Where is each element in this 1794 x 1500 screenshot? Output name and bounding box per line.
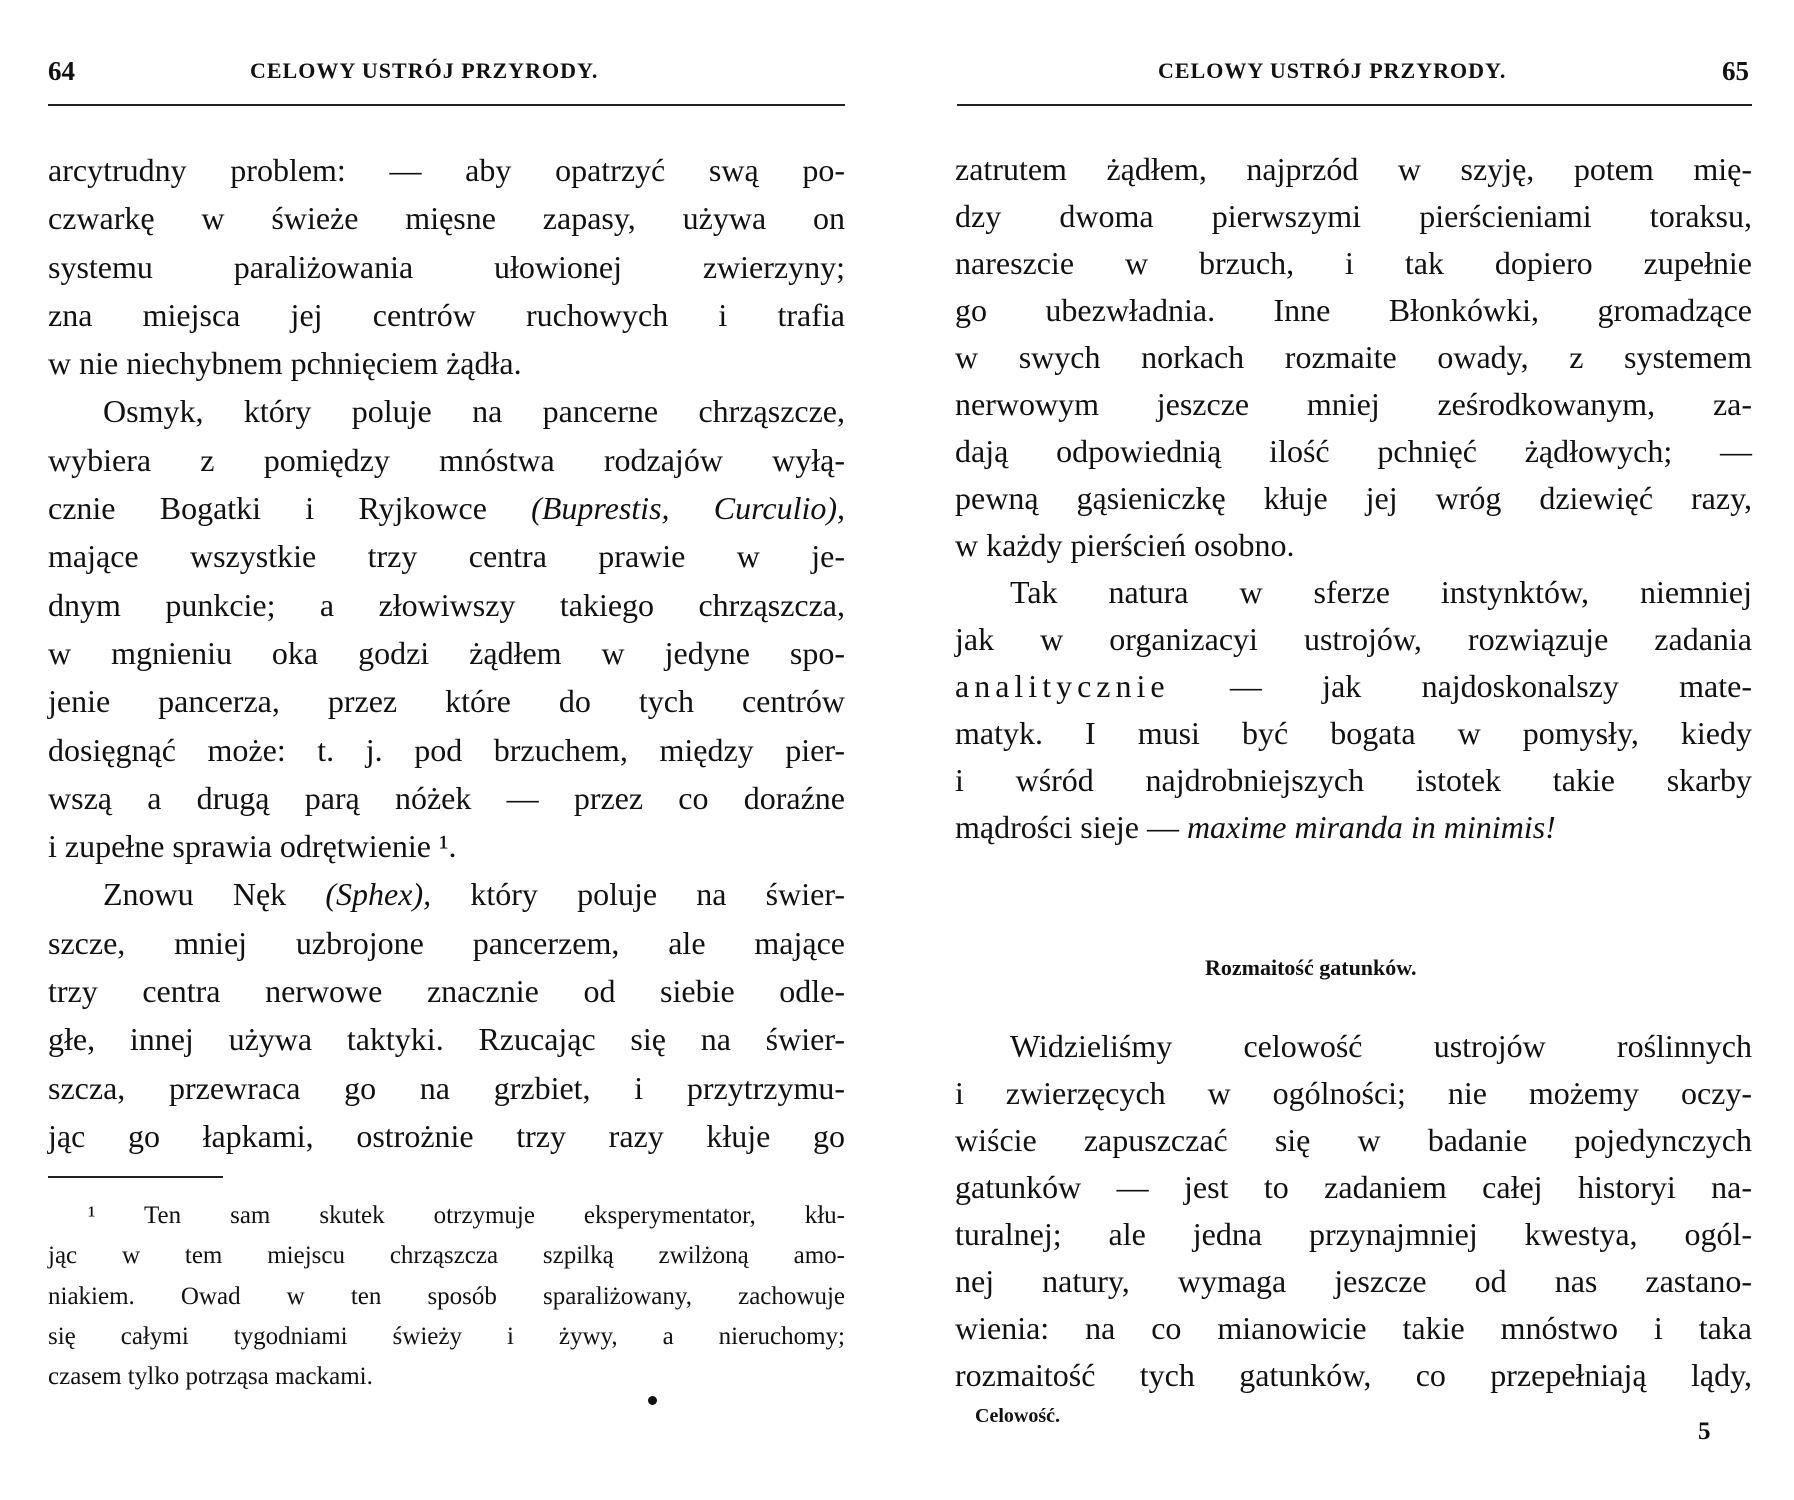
text-line: szcze, mniej uzbrojone pancerzem, ale mające [48, 924, 845, 961]
text-line: trzy centra nerwowe znacznie od siebie odle- [48, 973, 845, 1010]
text-line: arcytrudny problem: — aby opatrzyć swą po- [48, 152, 845, 188]
text-line: w każdy pierścień osobno. [955, 527, 1295, 563]
text-line: mające wszystkie trzy centra prawie w je- [48, 538, 845, 575]
text-line: czwarkę w świeże mięsne zapasy, używa on [48, 200, 845, 237]
text-line: i zupełne sprawia odrętwienie ¹. [48, 828, 457, 865]
left-body-text [48, 146, 845, 1160]
text-line: wszą a drugą parą nóżek — przez co doraźne [48, 779, 845, 816]
footnote-rule [48, 1176, 223, 1178]
text-line: dają odpowiednią ilość pchnięć żądłowych; — [955, 433, 1752, 469]
text-line: jąc go łapkami, ostrożnie trzy razy kłuje go [48, 1117, 845, 1154]
text-line: dosięgnąć może: t. j. pod brzuchem, między pier- [48, 731, 845, 768]
text-line: mądrości sieje — maxime miranda in minimis! [955, 809, 1556, 845]
text-line: jenie pancerza, przez które do tych centrów [48, 683, 845, 720]
text-line: rozmaitość tych gatunków, co przepełniają lądy, [955, 1357, 1752, 1393]
text-line: Osmyk, który poluje na pancerne chrząszcze, [103, 393, 845, 430]
text-line: się całymi tygodniami świeży i żywy, a nieruchomy; [48, 1322, 845, 1350]
header-rule-left [48, 104, 845, 106]
text-line: czasem tylko potrząsa mackami. [48, 1363, 373, 1391]
print-speck [648, 1396, 657, 1405]
text-line: w swych norkach rozmaite owady, z systemem [955, 339, 1752, 375]
text-line: zatrutem żądłem, najprzód w szyję, potem mię- [955, 151, 1752, 187]
text-line: wybiera z pomiędzy mnóstwa rodzajów wyłą- [48, 441, 845, 478]
italic-phrase: (Sphex), [325, 876, 432, 913]
text-line: głe, innej używa taktyki. Rzucając się na świer- [48, 1021, 845, 1058]
text-line: analitycznie — jak najdoskonalszy mate- [955, 668, 1752, 704]
text-line: gatunków — jest to zadaniem całej historyi na- [955, 1169, 1752, 1205]
text-line: systemu paraliżowania ułowionej zwierzyny; [48, 248, 845, 285]
text-line: zna miejsca jej centrów ruchowych i trafia [48, 296, 845, 333]
text-line: szcza, przewraca go na grzbiet, i przytrzymu- [48, 1069, 845, 1106]
text-line: nareszcie w brzuch, i tak dopiero zupełnie [955, 245, 1752, 281]
text-line: i zwierzęcych w ogólności; nie możemy oczy- [955, 1075, 1752, 1111]
section-title: Rozmaitość gatunków. [1205, 955, 1417, 980]
text-line: dzy dwoma pierwszymi pierścieniami toraksu, [955, 198, 1752, 234]
text-line: pewną gąsieniczkę kłuje jej wróg dziewięć razy, [955, 480, 1752, 516]
text-line: wienia: na co mianowicie takie mnóstwo i taka [955, 1310, 1752, 1346]
spaced-word: analitycznie [955, 668, 1170, 704]
signature-number: 5 [1698, 1418, 1711, 1445]
signature-mark: Celowość. [975, 1405, 1060, 1427]
text-line: Znowu Nęk (Sphex), który poluje na świer- [103, 876, 846, 913]
text-line: wiście zapuszczać się w badanie pojedynczych [955, 1122, 1752, 1158]
header-rule-right [957, 104, 1752, 106]
text-line: jak w organizacyi ustrojów, rozwiązuje zadania [955, 621, 1752, 657]
page-number-right: 65 [1722, 56, 1749, 86]
text-line: matyk. I musi być bogata w pomysły, kiedy [955, 715, 1752, 751]
text-line: cznie Bogatki i Ryjkowce (Buprestis, Curculio), [48, 490, 846, 527]
text-line: ¹ Ten sam skutek otrzymuje eksperymentator, kłu- [88, 1202, 845, 1229]
text-line: niakiem. Owad w ten sposób sparaliżowany, zachowuje [48, 1282, 845, 1310]
right-body-text-2 [955, 1023, 1752, 1399]
text-line: w mgnieniu oka godzi żądłem w jedyne spo- [48, 634, 845, 671]
footnote [48, 1196, 845, 1397]
text-line: jąc w tem miejscu chrząszcza szpilką zwilżoną amo- [48, 1242, 845, 1270]
running-header-right: CELOWY USTRÓJ PRZYRODY. [1158, 58, 1507, 83]
text-line: go ubezwładnia. Inne Błonkówki, gromadzące [955, 292, 1752, 328]
text-line: Widzieliśmy celowość ustrojów roślinnych [1010, 1028, 1752, 1064]
running-header-left: CELOWY USTRÓJ PRZYRODY. [250, 58, 599, 83]
italic-phrase: maxime miranda in minimis! [1186, 809, 1556, 845]
text-line: w nie niechybnem pchnięciem żądła. [48, 345, 522, 382]
text-line: dnym punkcie; a złowiwszy takiego chrząszcza, [48, 586, 845, 623]
text-line: i wśród najdrobniejszych istotek takie skarby [955, 762, 1752, 798]
italic-phrase: (Buprestis, Curculio), [531, 490, 846, 527]
right-body-text [955, 146, 1752, 851]
text-line: nerwowym jeszcze mniej ześrodkowanym, za- [955, 386, 1752, 422]
text-line: nej natury, wymaga jeszcze od nas zastano- [955, 1263, 1752, 1299]
text-line: turalnej; ale jedna przynajmniej kwestya, ogól- [955, 1216, 1752, 1252]
page-number-left: 64 [48, 56, 75, 86]
text-line: Tak natura w sferze instynktów, niemniej [1010, 574, 1752, 610]
